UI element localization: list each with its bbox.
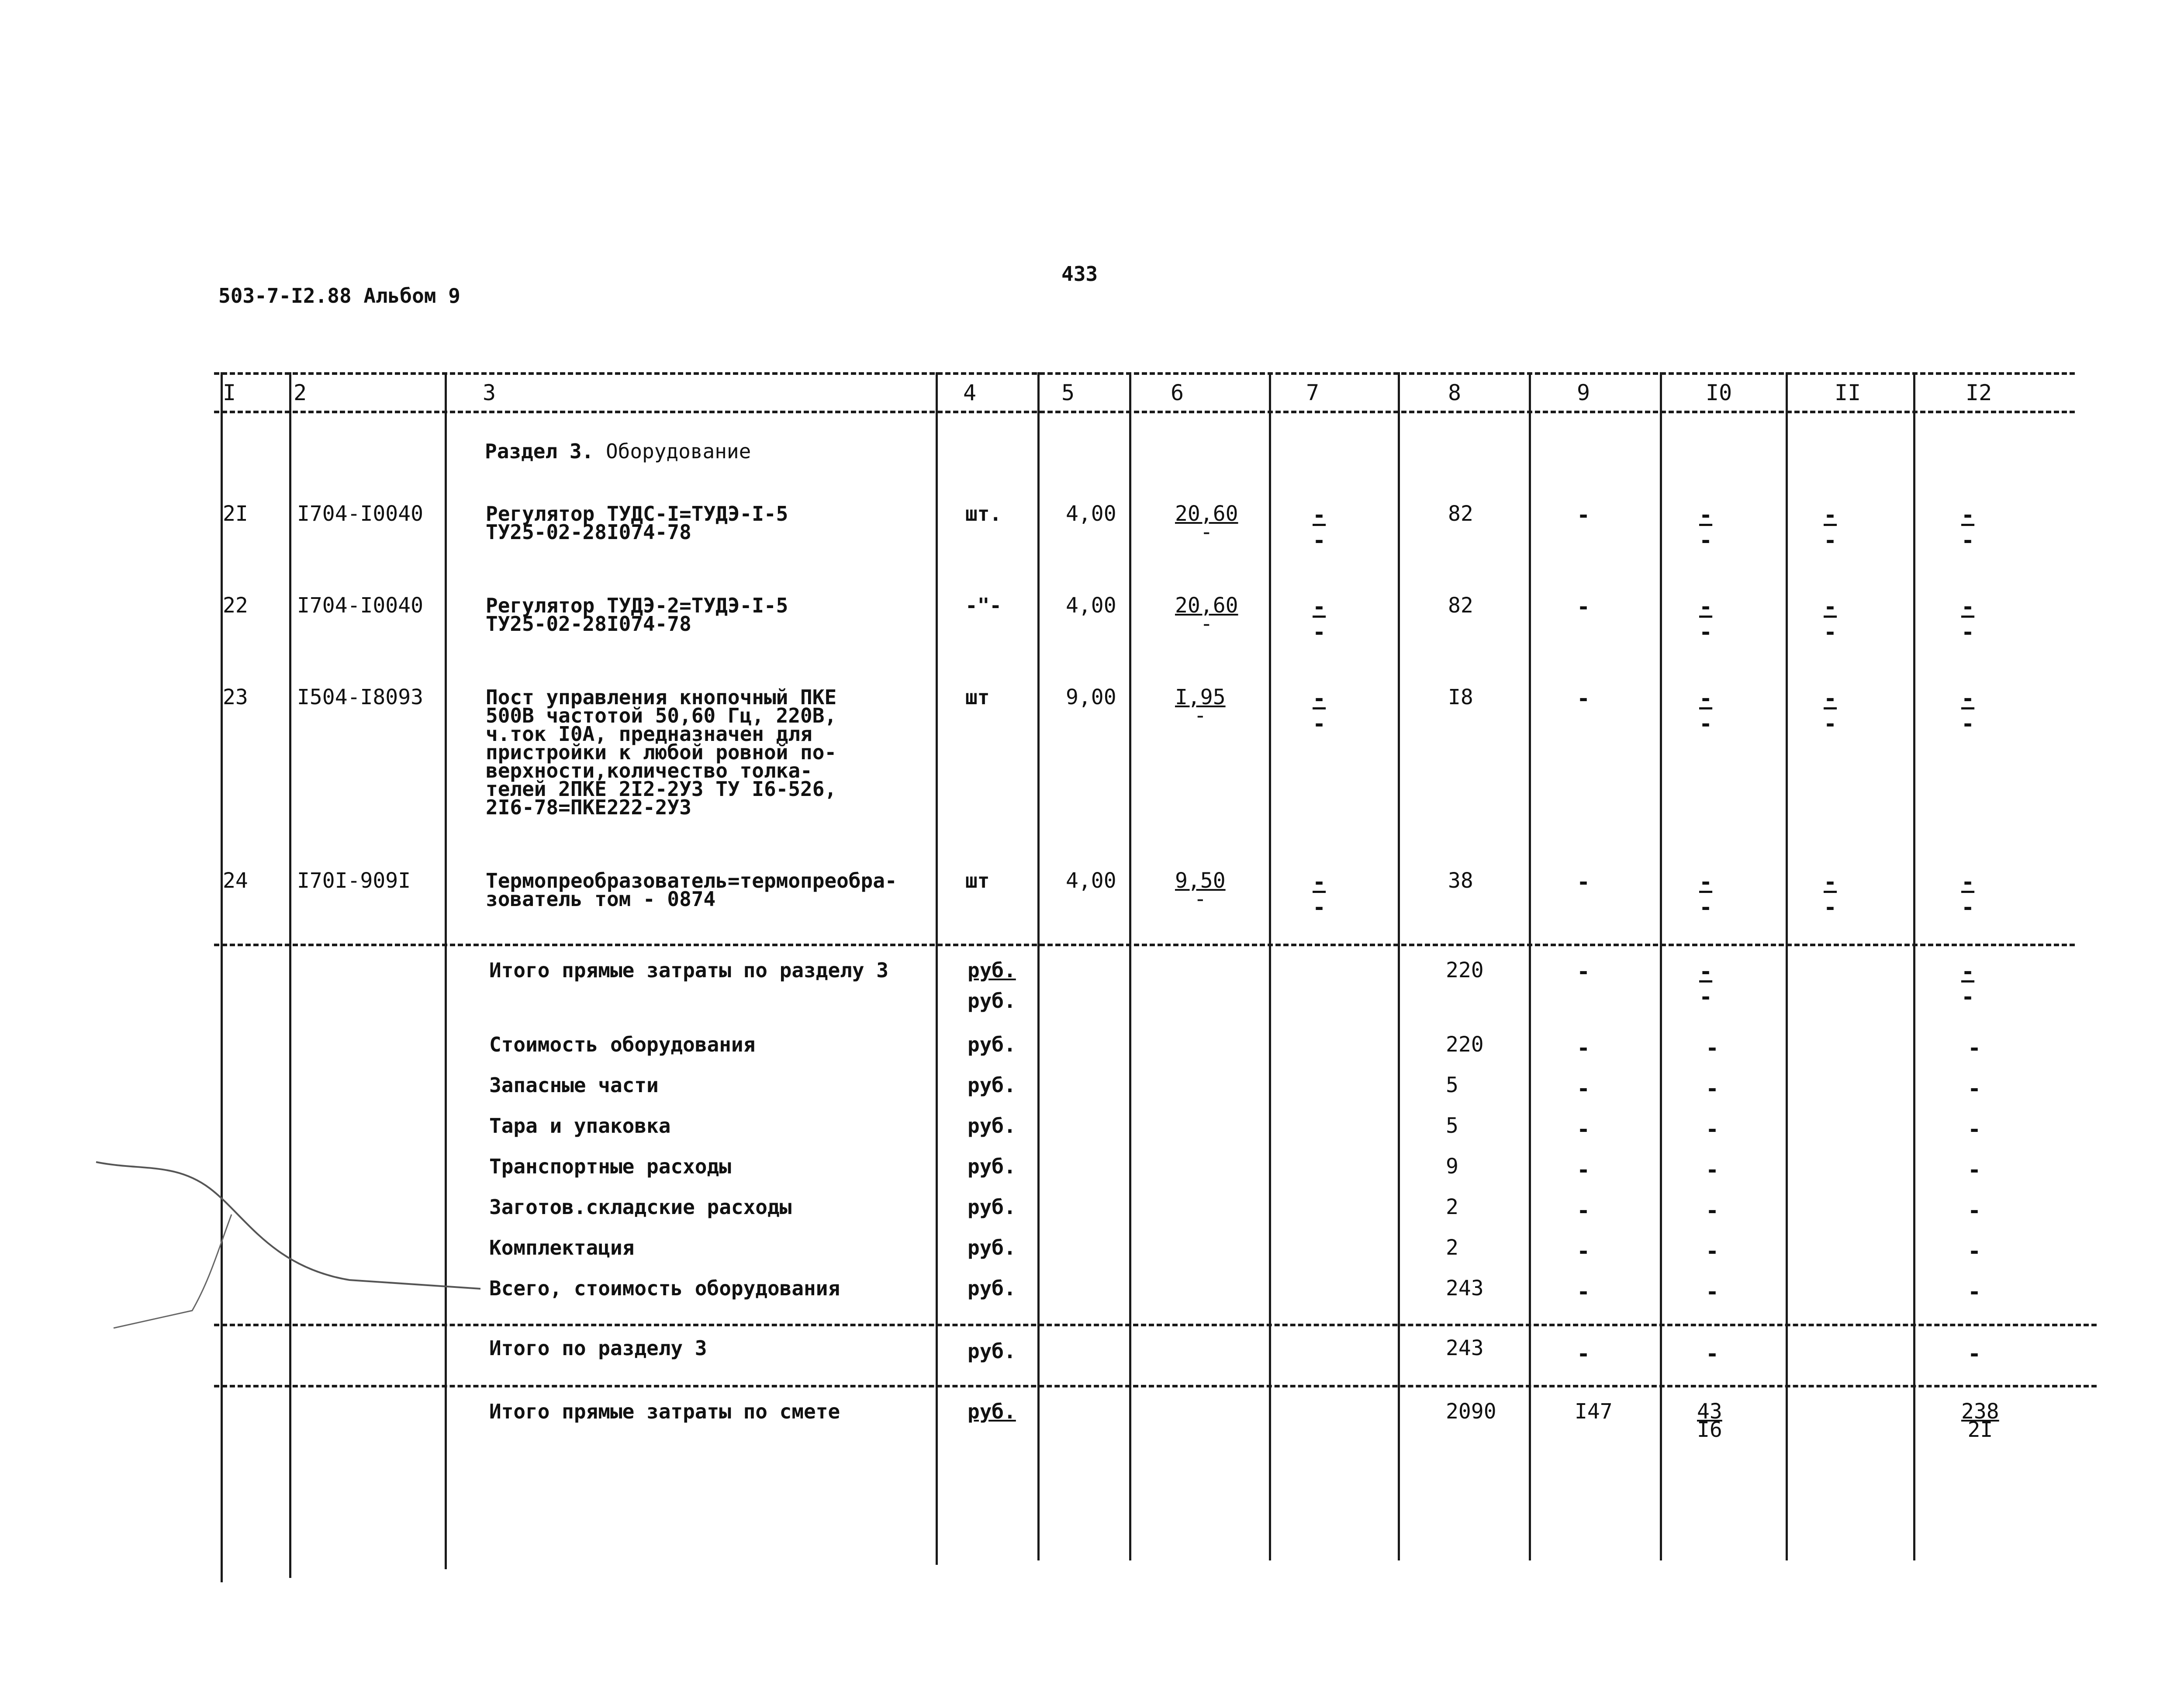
col-border-7 [1269, 372, 1271, 1560]
row-col12 [1961, 686, 1974, 737]
subtotal-col9: - [1577, 959, 1590, 984]
breakdown-col8: 5 [1446, 1114, 1458, 1138]
column-number: I0 [1706, 380, 1732, 405]
row-code: I504-I8093 [297, 685, 423, 709]
row-description-line: Пост управления кнопочный ПКЕ [486, 685, 837, 709]
column-number: I2 [1966, 380, 1992, 405]
row-number: 24 [223, 868, 248, 893]
paper-crease-mark [87, 1136, 480, 1354]
subtotal-col12 [1961, 959, 1974, 1010]
subtotal-col10-bot: - [1699, 984, 1713, 1010]
breakdown-unit: руб. [968, 1195, 1016, 1219]
breakdown-label: Всего, стоимость оборудования [489, 1276, 840, 1300]
header-bottom-rule [214, 411, 2075, 413]
col7-bot: - [1313, 619, 1326, 645]
row-price [1175, 502, 1238, 544]
col7-top: - [1313, 594, 1326, 619]
row-col10 [1699, 686, 1712, 737]
row-description-line: верхности,количество толка- [486, 759, 812, 782]
grand-total-label: Итого прямые затраты по смете [489, 1400, 840, 1423]
col11-bot: - [1824, 895, 1837, 920]
col12-bot: - [1961, 528, 1975, 553]
grand-total-col10-bot: I6 [1697, 1418, 1722, 1442]
col12-top: - [1961, 594, 1975, 619]
row-unit: шт [965, 869, 990, 893]
row-col9: - [1577, 502, 1590, 528]
price-value: 20,60 [1175, 502, 1238, 526]
col11-bot: - [1824, 619, 1837, 645]
col-border-12 [1913, 372, 1915, 1560]
table-top-rule [214, 372, 2075, 375]
row-col10 [1699, 594, 1712, 645]
grand-total-unit-text: руб. [968, 1400, 1016, 1423]
breakdown-col12: - [1968, 1157, 1981, 1183]
section-total-label: Итого по разделу 3 [489, 1336, 707, 1360]
breakdown-col12: - [1968, 1076, 1981, 1101]
row-description-line: пристройки к любой ровной по- [486, 740, 837, 764]
row-description-line: Регулятор ТУДЭ-2=ТУДЭ-I-5 [486, 594, 788, 617]
col10-bot: - [1699, 895, 1713, 920]
column-number: 6 [1171, 380, 1184, 405]
row-col8: 82 [1448, 593, 1473, 618]
col-border-3 [445, 372, 447, 1569]
row-description-line: ТУ25-02-28I074-78 [486, 612, 691, 636]
breakdown-col8: 2 [1446, 1235, 1458, 1260]
col-border-9 [1529, 372, 1531, 1560]
row-description-line: ТУ25-02-28I074-78 [486, 520, 691, 544]
section-total-col10: - [1706, 1341, 1719, 1366]
row-col7 [1313, 594, 1326, 645]
row-number: 22 [223, 593, 248, 618]
row-number: 2I [223, 502, 248, 526]
breakdown-col8: 220 [1446, 1032, 1484, 1057]
col10-bot: - [1699, 619, 1713, 645]
breakdown-col9: - [1577, 1198, 1590, 1223]
row-code: I70I-909I [297, 868, 411, 893]
col7-top: - [1313, 869, 1326, 895]
breakdown-col12: - [1968, 1238, 1981, 1264]
section-title-rest: Оборудование [605, 439, 751, 463]
row-description-line: Термопреобразователь=термопреобра- [486, 869, 897, 893]
grand-total-col10-top: 43 [1697, 1399, 1722, 1424]
breakdown-col9: - [1577, 1238, 1590, 1264]
section-total-unit: руб. [968, 1339, 1016, 1363]
col11-bot: - [1824, 528, 1837, 553]
col7-bot: - [1313, 895, 1326, 920]
price-value: 9,50 [1175, 868, 1226, 893]
breakdown-col10: - [1706, 1035, 1719, 1061]
col-border-4 [936, 372, 938, 1565]
column-number: I [223, 380, 236, 405]
col11-top: - [1824, 502, 1837, 528]
grand-total-col10 [1697, 1399, 1722, 1442]
section-total-col9: - [1577, 1341, 1590, 1366]
section-total-col8: 243 [1446, 1336, 1484, 1360]
row-col9: - [1577, 686, 1590, 711]
breakdown-col12: - [1968, 1117, 1981, 1142]
col-border-5 [1037, 372, 1040, 1560]
column-number: II [1835, 380, 1861, 405]
column-number: 4 [963, 380, 977, 405]
row-col8: 38 [1448, 868, 1473, 893]
col7-top: - [1313, 686, 1326, 711]
col10-bot: - [1699, 528, 1713, 553]
col11-top: - [1824, 869, 1837, 895]
row-description-line: телей 2ПКЕ 2I2-2У3 ТУ I6-526, [486, 777, 837, 801]
col7-top: - [1313, 502, 1326, 528]
breakdown-label: Комплектация [489, 1236, 635, 1259]
col-border-6 [1129, 372, 1131, 1560]
subtotal-col12-top: - [1961, 959, 1975, 984]
subtotal-col10 [1699, 959, 1712, 1010]
subtotal-col8: 220 [1446, 958, 1484, 982]
subtotal-unit-top: руб. [968, 958, 1016, 982]
breakdown-label: Заготов.складские расходы [489, 1195, 792, 1219]
row-col11 [1824, 686, 1837, 737]
price-value: I,95 [1175, 685, 1226, 709]
grand-total-col12-bot: 2I [1967, 1418, 1993, 1442]
row-quantity: 4,00 [1066, 868, 1116, 893]
col10-bot: - [1699, 711, 1713, 737]
breakdown-col12: - [1968, 1035, 1981, 1061]
col12-top: - [1961, 502, 1975, 528]
col11-bot: - [1824, 711, 1837, 737]
row-number: 23 [223, 685, 248, 709]
row-unit: шт. [965, 502, 1002, 526]
breakdown-col10: - [1706, 1117, 1719, 1142]
col12-bot: - [1961, 619, 1975, 645]
breakdown-col10: - [1706, 1279, 1719, 1304]
row-col7 [1313, 686, 1326, 737]
column-number: 9 [1577, 380, 1590, 405]
col12-top: - [1961, 686, 1975, 711]
row-col7 [1313, 502, 1326, 553]
row-unit: -"- [965, 594, 1002, 617]
section-title-bold: Раздел 3. [485, 439, 594, 463]
row-col11 [1824, 869, 1837, 920]
items-bottom-rule [214, 944, 2075, 946]
col10-top: - [1699, 686, 1713, 711]
row-quantity: 4,00 [1066, 502, 1116, 526]
col10-top: - [1699, 869, 1713, 895]
price-sub: - [1194, 703, 1207, 728]
row-col9: - [1577, 594, 1590, 619]
col-border-2 [289, 372, 291, 1578]
row-col9: - [1577, 869, 1590, 895]
document-code: 503-7-I2.88 Альбом 9 [218, 284, 460, 308]
col12-bot: - [1961, 711, 1975, 737]
subtotal-col12-bot: - [1961, 984, 1975, 1010]
row-col12 [1961, 594, 1974, 645]
row-col10 [1699, 502, 1712, 553]
row-description-line: 500В частотой 50,60 Гц, 220В, [486, 704, 837, 727]
row-col7 [1313, 869, 1326, 920]
breakdown-col9: - [1577, 1035, 1590, 1061]
breakdown-unit: руб. [968, 1236, 1016, 1259]
breakdown-bottom-rule [214, 1324, 2097, 1326]
column-number: 2 [294, 380, 307, 405]
breakdown-label: Запасные части [489, 1073, 659, 1097]
breakdown-unit: руб. [968, 1276, 1016, 1300]
breakdown-col8: 2 [1446, 1195, 1458, 1219]
row-description-line: 2I6-78=ПКЕ222-2У3 [486, 796, 691, 819]
breakdown-col10: - [1706, 1238, 1719, 1264]
breakdown-col8: 243 [1446, 1276, 1484, 1301]
row-col12 [1961, 502, 1974, 553]
section-total-col12: - [1968, 1341, 1981, 1366]
row-unit: шт [965, 685, 990, 709]
row-price [1175, 685, 1226, 728]
breakdown-label: Транспортные расходы [489, 1155, 731, 1178]
row-col12 [1961, 869, 1974, 920]
breakdown-unit: руб. [968, 1155, 1016, 1178]
breakdown-col8: 5 [1446, 1073, 1458, 1097]
col-border-1 [221, 372, 223, 1582]
col7-bot: - [1313, 711, 1326, 737]
row-quantity: 9,00 [1066, 685, 1116, 709]
subtotal-unit-second: руб. [968, 989, 1016, 1013]
breakdown-col9: - [1577, 1117, 1590, 1142]
price-sub: - [1194, 887, 1207, 911]
col-border-10 [1660, 372, 1662, 1560]
col12-bot: - [1961, 895, 1975, 920]
row-description-line: ч.ток I0А, предназначен для [486, 722, 812, 746]
breakdown-col9: - [1577, 1076, 1590, 1101]
grand-total-col9: I47 [1575, 1399, 1613, 1424]
grand-total-col12 [1961, 1399, 1999, 1442]
subtotal-unit [968, 958, 1016, 982]
col10-top: - [1699, 502, 1713, 528]
row-col8: I8 [1448, 685, 1473, 709]
row-quantity: 4,00 [1066, 593, 1116, 618]
col12-top: - [1961, 869, 1975, 895]
row-description-line: зователь том - 0874 [486, 887, 716, 911]
col11-top: - [1824, 594, 1837, 619]
column-number: 5 [1061, 380, 1075, 405]
col7-bot: - [1313, 528, 1326, 553]
breakdown-col8: 9 [1446, 1154, 1458, 1179]
breakdown-unit: руб. [968, 1114, 1016, 1138]
row-description-line: Регулятор ТУДС-I=ТУДЭ-I-5 [486, 502, 788, 526]
breakdown-col10: - [1706, 1157, 1719, 1183]
row-col11 [1824, 502, 1837, 553]
row-col8: 82 [1448, 502, 1473, 526]
column-number: 7 [1306, 380, 1320, 405]
grand-total-col8: 2090 [1446, 1399, 1496, 1424]
breakdown-label: Стоимость оборудования [489, 1033, 756, 1056]
breakdown-col10: - [1706, 1076, 1719, 1101]
col-border-8 [1398, 372, 1400, 1560]
breakdown-col9: - [1577, 1157, 1590, 1183]
col-border-11 [1786, 372, 1788, 1560]
section-title [485, 439, 751, 463]
breakdown-col9: - [1577, 1279, 1590, 1304]
row-code: I704-I0040 [297, 502, 423, 526]
price-sub: - [1200, 520, 1213, 544]
section-total-bottom-rule [214, 1385, 2097, 1387]
row-col11 [1824, 594, 1837, 645]
column-number: 3 [483, 380, 496, 405]
breakdown-col12: - [1968, 1198, 1981, 1223]
subtotal-label: Итого прямые затраты по разделу 3 [489, 958, 888, 982]
breakdown-col12: - [1968, 1279, 1981, 1304]
row-code: I704-I0040 [297, 593, 423, 618]
row-col10 [1699, 869, 1712, 920]
breakdown-unit: руб. [968, 1073, 1016, 1097]
row-price [1175, 868, 1226, 911]
col11-top: - [1824, 686, 1837, 711]
column-number: 8 [1448, 380, 1462, 405]
price-value: 20,60 [1175, 593, 1238, 618]
row-price [1175, 593, 1238, 636]
breakdown-label: Тара и упаковка [489, 1114, 671, 1138]
col10-top: - [1699, 594, 1713, 619]
price-sub: - [1200, 612, 1213, 636]
breakdown-unit: руб. [968, 1033, 1016, 1056]
page-number: 433 [1061, 262, 1098, 286]
grand-total-col12-top: 238 [1961, 1399, 1999, 1424]
subtotal-col10-top: - [1699, 959, 1713, 984]
breakdown-col10: - [1706, 1198, 1719, 1223]
grand-total-unit [968, 1402, 1016, 1421]
